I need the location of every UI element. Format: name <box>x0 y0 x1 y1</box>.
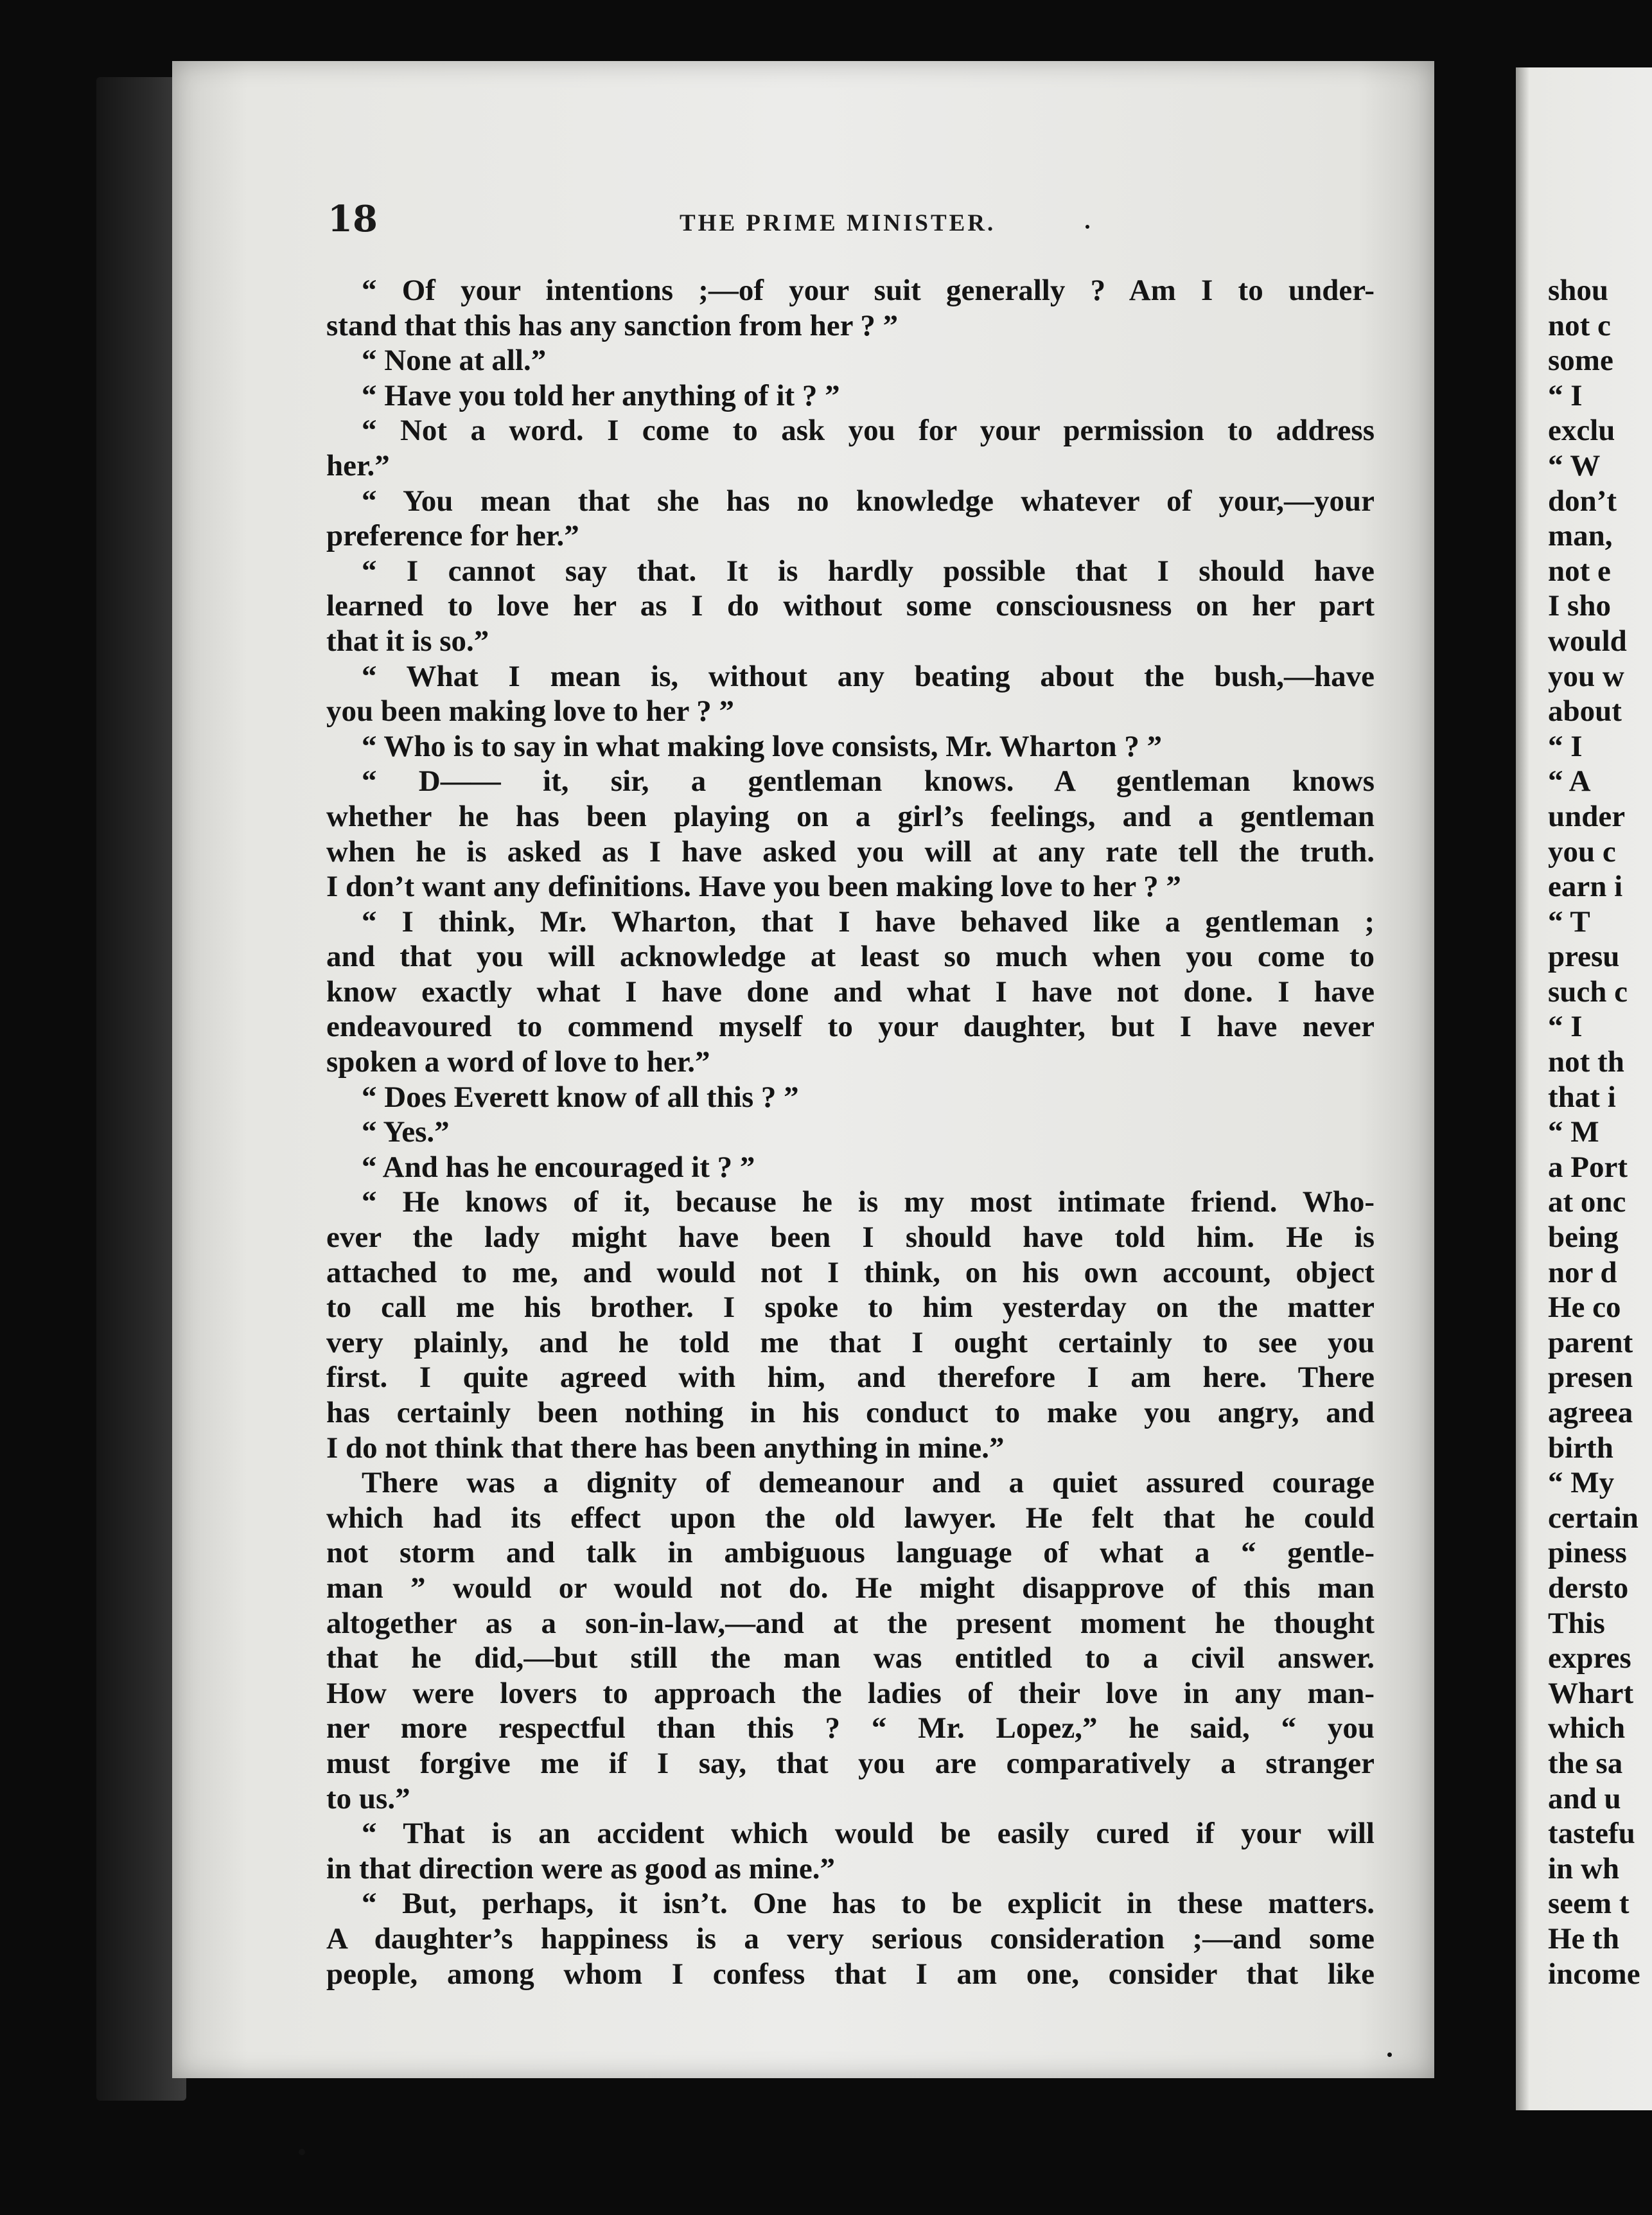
text-line: “ But, perhaps, it isn’t. One has to be explicit in these matters. <box>362 1887 1375 1921</box>
text-line: “ And has he encouraged it ? ” <box>362 1150 755 1184</box>
text-line: that he did,—but still the man was entitled to a civil answer. <box>326 1641 1375 1675</box>
text-line: which had its effect upon the old lawyer. He felt that he could <box>326 1501 1375 1535</box>
facing-page-line: parent <box>1548 1325 1633 1359</box>
text-line: spoken a word of love to her.” <box>326 1045 710 1079</box>
text-line: attached to me, and would not I think, on his own account, object <box>326 1255 1375 1289</box>
text-line: “ What I mean is, without any beating about the bush,—have <box>362 659 1375 693</box>
facing-page-line: not e <box>1548 554 1611 588</box>
facing-page-line: which <box>1548 1711 1626 1745</box>
facing-page-line: expres <box>1548 1641 1631 1675</box>
text-line: must forgive me if I say, that you are comparatively a stranger <box>326 1746 1375 1780</box>
text-line: not storm and talk in ambiguous language of what a “ gentle- <box>326 1536 1375 1570</box>
facing-page-line: being <box>1548 1221 1619 1255</box>
facing-page-line: He th <box>1548 1921 1619 1955</box>
text-line: learned to love her as I do without some consciousness on her part <box>326 589 1375 623</box>
facing-page-line: agreea <box>1548 1396 1633 1429</box>
facing-page-line: “ I <box>1548 1010 1583 1044</box>
facing-page-line: piness <box>1548 1536 1627 1570</box>
facing-page-line: “ M <box>1548 1115 1599 1149</box>
facing-page-line: income <box>1548 1957 1640 1991</box>
facing-page-line: tastefu <box>1548 1817 1635 1851</box>
text-line: first. I quite agreed with him, and therefore I am here. There <box>326 1361 1375 1395</box>
facing-page-line: exclu <box>1548 414 1615 448</box>
facing-page-line: certain <box>1548 1501 1639 1535</box>
facing-page-line: “ My <box>1548 1466 1615 1500</box>
text-line: when he is asked as I have asked you will at any rate tell the truth. <box>326 834 1375 869</box>
text-line: ever the lady might have been I should have told him. He is <box>326 1221 1375 1255</box>
text-line: “ Who is to say in what making love consists, Mr. Wharton ? ” <box>362 729 1163 763</box>
text-line: “ Does Everett know of all this ? ” <box>362 1080 799 1114</box>
facing-page-line: shou <box>1548 274 1609 307</box>
facing-page-line: This <box>1548 1606 1605 1640</box>
text-line: ner more respectful than this ? “ Mr. Lopez,” he said, “ you <box>326 1711 1375 1745</box>
text-line: whether he has been playing on a girl’s feelings, and a gentleman <box>326 799 1375 833</box>
facing-page-line: a Port <box>1548 1150 1628 1184</box>
text-line: people, among whom I confess that I am one, consider that like <box>326 1957 1375 1991</box>
text-line: “ D—— it, sir, a gentleman knows. A gentleman knows <box>362 764 1375 799</box>
facing-page-line: you c <box>1548 834 1616 869</box>
facing-page-line: such c <box>1548 975 1628 1009</box>
facing-page-line: man, <box>1548 519 1613 553</box>
text-line: There was a dignity of demeanour and a quiet assured courage <box>362 1466 1375 1500</box>
facing-page-text <box>1548 273 1652 1991</box>
text-line: How were lovers to approach the ladies of their love in any man- <box>326 1676 1375 1710</box>
text-line: to call me his brother. I spoke to him yesterday on the matter <box>326 1291 1375 1325</box>
text-line: “ None at all.” <box>362 344 547 378</box>
text-line: “ He knows of it, because he is my most intimate friend. Who- <box>362 1185 1375 1219</box>
facing-page-line: at onc <box>1548 1185 1626 1219</box>
text-line: to us.” <box>326 1781 410 1815</box>
scan-speck <box>1085 225 1089 229</box>
facing-page-line: I sho <box>1548 589 1611 623</box>
facing-page-line: “ A <box>1548 764 1591 799</box>
facing-page-line: earn i <box>1548 870 1623 904</box>
facing-page-line: that i <box>1548 1080 1616 1114</box>
text-line: and that you will acknowledge at least so much when you come to <box>326 940 1375 974</box>
facing-page-line: dersto <box>1548 1571 1629 1605</box>
facing-page-line: in wh <box>1548 1851 1620 1885</box>
text-line: “ Have you told her anything of it ? ” <box>362 378 840 412</box>
text-line: “ I cannot say that. It is hardly possible that I should have <box>362 554 1375 588</box>
running-head <box>328 198 1419 243</box>
facing-page-line: not th <box>1548 1045 1624 1079</box>
facing-page-line: would <box>1548 624 1627 658</box>
text-line: stand that this has any sanction from her ? ” <box>326 308 899 342</box>
text-line: very plainly, and he told me that I ought certainly to see you <box>326 1325 1375 1359</box>
facing-page-line: Whart <box>1548 1676 1634 1710</box>
scan-speck <box>1387 2052 1392 2057</box>
facing-page-line: don’t <box>1548 484 1617 518</box>
text-line: endeavoured to commend myself to your daughter, but I have never <box>326 1010 1375 1044</box>
text-line: know exactly what I have done and what I have not done. I have <box>326 975 1375 1009</box>
facing-page-line: “ I <box>1548 729 1583 763</box>
facing-page-line: “ W <box>1548 448 1601 482</box>
text-line: “ That is an accident which would be easily cured if your will <box>362 1817 1375 1851</box>
text-line: preference for her.” <box>326 519 579 553</box>
text-line: “ Yes.” <box>362 1115 450 1149</box>
facing-page-line: you w <box>1548 659 1624 693</box>
text-line: A daughter’s happiness is a very serious consideration ;—and some <box>326 1921 1375 1955</box>
text-line: in that direction were as good as mine.” <box>326 1851 836 1885</box>
text-line: “ Not a word. I come to ask you for your permission to address <box>362 414 1375 448</box>
facing-page-line: nor d <box>1548 1255 1617 1289</box>
text-line: man ” would or would not do. He might disapprove of this man <box>326 1571 1375 1605</box>
facing-page-line: “ T <box>1548 905 1590 939</box>
scan-speck <box>299 2149 305 2155</box>
text-line: her.” <box>326 448 390 482</box>
facing-page-line: under <box>1548 799 1626 833</box>
facing-page-line: birth <box>1548 1431 1613 1465</box>
body-text <box>326 273 1375 1991</box>
text-line: “ I think, Mr. Wharton, that I have behaved like a gentleman ; <box>362 905 1375 939</box>
facing-page-line: seem t <box>1548 1887 1630 1921</box>
facing-page-line: about <box>1548 694 1622 728</box>
page-number: 18 <box>328 198 378 240</box>
facing-page-line: some <box>1548 344 1613 378</box>
facing-page-line: and u <box>1548 1781 1621 1815</box>
text-line: “ Of your intentions ;—of your suit generally ? Am I to under- <box>362 274 1375 307</box>
text-line: “ You mean that she has no knowledge whatever of your,—your <box>362 484 1375 518</box>
text-line: you been making love to her ? ” <box>326 694 734 728</box>
facing-page-line: the sa <box>1548 1746 1623 1780</box>
facing-page-line: presen <box>1548 1361 1633 1395</box>
facing-page-line: presu <box>1548 940 1620 974</box>
text-line: has certainly been nothing in his conduct to make you angry, and <box>326 1396 1375 1429</box>
facing-page-line: not c <box>1548 308 1611 342</box>
facing-page-line: He co <box>1548 1291 1621 1325</box>
text-line: altogether as a son-in-law,—and at the present moment he thought <box>326 1606 1375 1640</box>
text-line: I do not think that there has been anything in mine.” <box>326 1431 1005 1465</box>
facing-page-line: “ I <box>1548 378 1583 412</box>
text-line: I don’t want any definitions. Have you been making love to her ? ” <box>326 870 1181 904</box>
running-title: THE PRIME MINISTER. <box>680 210 996 236</box>
text-line: that it is so.” <box>326 624 489 658</box>
